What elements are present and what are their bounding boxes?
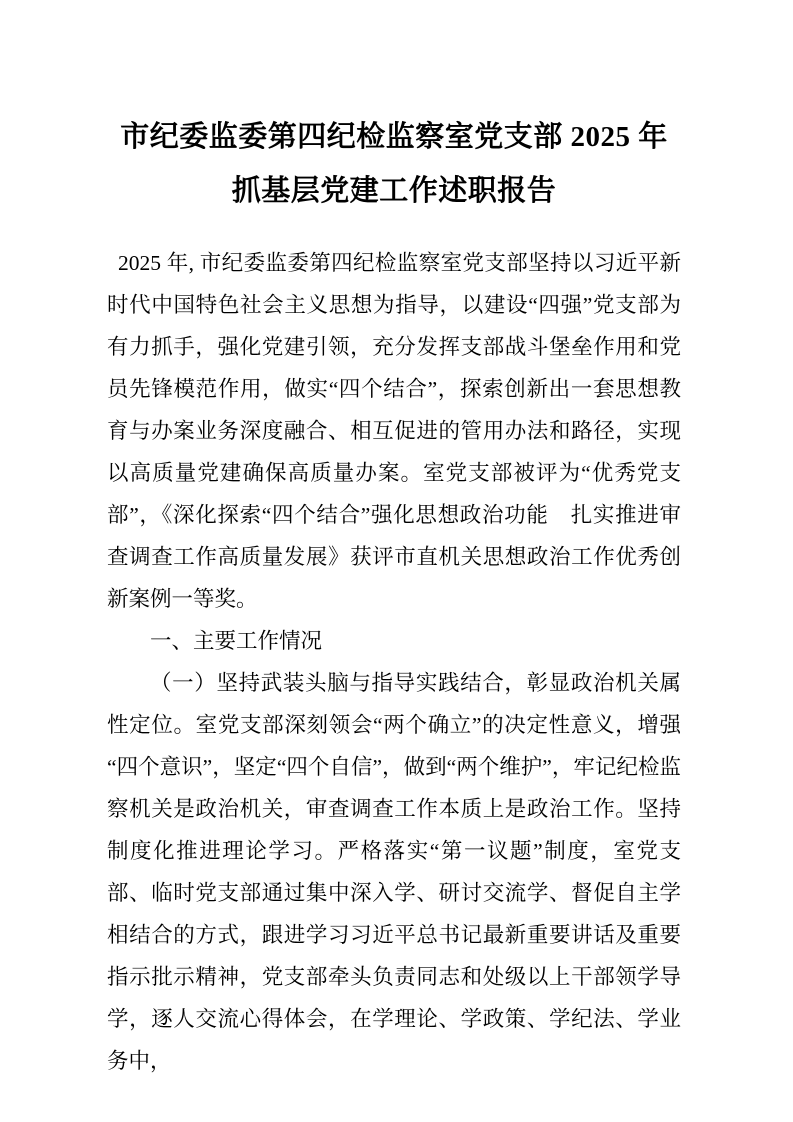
title-line-1: 市纪委监委第四纪检监察室党支部 2025 年 [120,121,668,153]
body-paragraph: 2025 年, 市纪委监委第四纪检监察室党支部坚持以习近平新时代中国特色社会主义思想为指导，以建设“四强”党支部为有力抓手，强化党建引领，充分发挥支部战斗堡垒作用和党员先锋模范作用，做实“四个结合”，探索创新出一套思想教育与办案业务深度融合、相互促进的管用办法和路径，实现以高质量党建确保高质量办案。室党支部被评为“优秀党支部”，《深化探索“四个结合”强化思想政治功能 扎实推进审查调查工作高质量发展》获评市直机关思想政治工作优秀创新案例一等奖。 [107,251,681,611]
document-title [107,110,681,218]
title-line-2: 抓基层党建工作述职报告 [231,175,557,207]
document-body [107,242,681,1082]
body-paragraph: （一）坚持武装头脑与指导实践结合，彰显政治机关属性定位。室党支部深刻领会“两个确立”的决定性意义，增强“四个意识”，坚定“四个自信”，做到“两个维护”，牢记纪检监察机关是政治机关，审查调查工作本质上是政治工作。坚持制度化推进理论学习。严格落实“第一议题”制度，室党支部、临时党支部通过集中深入学、研讨交流学、督促自主学相结合的方式，跟进学习习近平总书记最新重要讲话及重要指示批示精神，党支部牵头负责同志和处级以上干部领学导学，逐人交流心得体会，在学理论、学政策、学纪法、学业务中， [107,671,681,1073]
section-heading: 一、主要工作情况 [150,629,323,653]
